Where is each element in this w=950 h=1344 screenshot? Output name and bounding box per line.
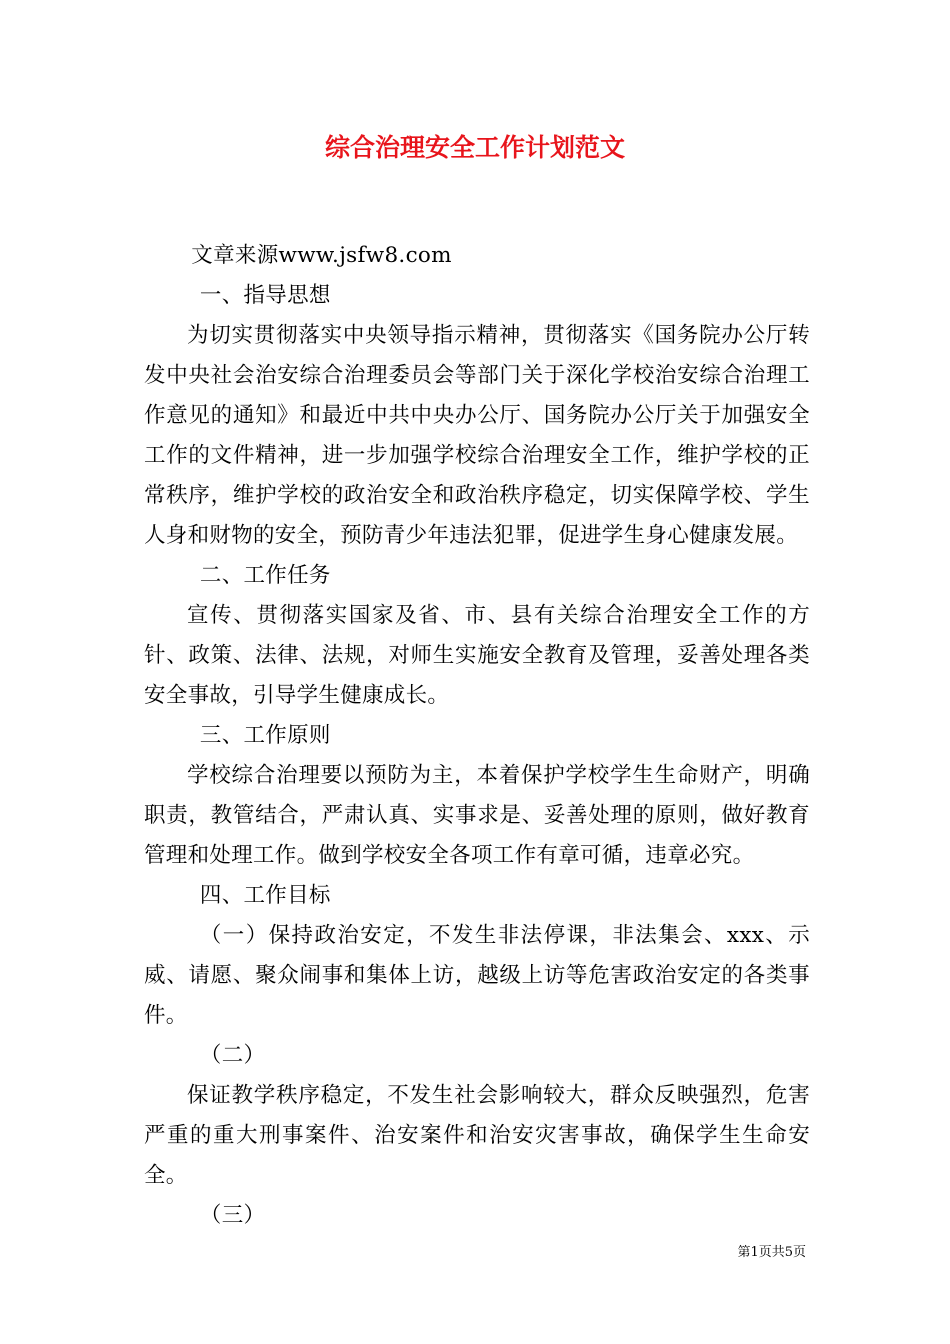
subheading-goal-3: （三）: [199, 1203, 266, 1228]
paragraph-work-tasks: 宣传、贯彻落实国家及省、市、县有关综合治理安全工作的方针、政策、法律、法规，对师生实施安全教育及管理，妥善处理各类安全事故，引导学生健康成长。: [144, 603, 810, 708]
paragraph-guiding-ideology: 为切实贯彻落实中央领导指示精神，贯彻落实《国务院办公厅转发中央社会治安综合治理委员会等部门关于深化学校治安综合治理工作意见的通知》和最近中共中央办公厅、国务院办公厅关于加强安全工作的文件精神，进一步加强学校综合治理安全工作，维护学校的正常秩序，维护学校的政治安全和政治秩序稳定，切实保障学校、学生人身和财物的安全，预防青少年违法犯罪，促进学生身心健康发展。: [144, 323, 810, 548]
paragraph-goal-1: （一）保持政治安定，不发生非法停课，非法集会、xxx、示威、请愿、聚众闹事和集体上访，越级上访等危害政治安定的各类事件。: [144, 923, 810, 1028]
article-source: 文章来源www.jsfw8.com: [191, 243, 452, 268]
page-number: 第1页共5页: [737, 1245, 806, 1260]
paragraph-work-principles: 学校综合治理要以预防为主，本着保护学校学生生命财产，明确职责，教管结合，严肃认真、实事求是、妥善处理的原则，做好教育管理和处理工作。做到学校安全各项工作有章可循，违章必究。: [144, 763, 810, 868]
document-title: 综合治理安全工作计划范文: [324, 133, 625, 162]
section-heading-work-tasks: 二、工作任务: [199, 563, 331, 588]
document-body: [144, 236, 810, 1236]
section-heading-work-goals: 四、工作目标: [199, 883, 331, 908]
section-heading-work-principles: 三、工作原则: [199, 723, 331, 748]
subheading-goal-2: （二）: [199, 1043, 266, 1068]
paragraph-goal-2: 保证教学秩序稳定，不发生社会影响较大，群众反映强烈，危害严重的重大刑事案件、治安案件和治安灾害事故，确保学生生命安全。: [144, 1083, 810, 1188]
section-heading-guiding-ideology: 一、指导思想: [199, 283, 331, 308]
